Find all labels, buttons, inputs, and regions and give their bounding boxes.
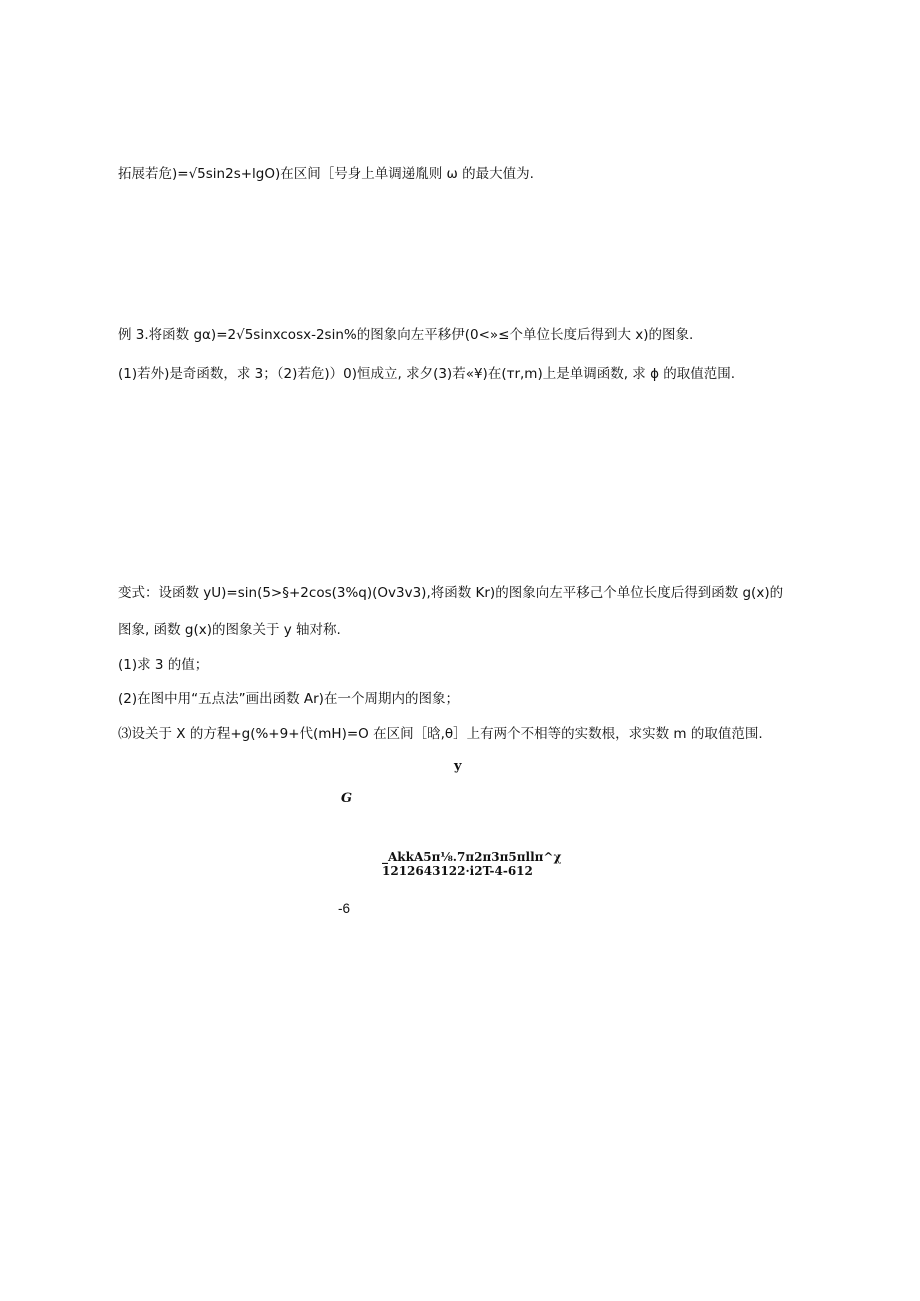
figure-x-tick-labels-top: _AkkA5π⅛.7π2π3π5πllπ^χ	[382, 850, 562, 864]
figure-x-tick-labels-bottom: 1212643122·i2T-4-612	[382, 864, 533, 878]
figure-negative-label: -6	[338, 901, 351, 916]
variation-question2: (2)在图中用“五点法”画出函数 Ar)在一个周期内的图象；	[118, 691, 459, 707]
extension-problem: 拓展若危)=√5sin2s+lgO)在区间［号身上单调递胤则 ω 的最大值为.	[118, 166, 534, 182]
figure-g-label: G	[341, 791, 353, 806]
example3-statement: 例 3.将函数 gα)=2√5sinxcosx-2sin%的图象向左平移伊(0<»≤个单位长度后得到大 x)的图象.	[118, 327, 694, 343]
figure-y-axis-label: y	[454, 759, 462, 774]
variation-line2: 图象, 函数 g(x)的图象关于 y 轴对称.	[118, 622, 341, 638]
variation-question3: ⑶设关于 X 的方程+g(%+9+代(mH)=O 在区间［晗,θ］上有两个不相等的实数根，求实数 m 的取值范围.	[118, 726, 763, 742]
variation-question1: (1)求 3 的值；	[118, 657, 209, 673]
example3-parts: (1)若外)是奇函数，求 3；（2)若危)）0)恒成立, 求夕(3)若«¥)在(тr,m)上是单调函数, 求 ϕ 的取值范围.	[118, 366, 736, 382]
variation-line1: 变式：设函数 yU)=sin(5>§+2cos(3%q)(Ov3v3),将函数 Kr)的图象向左平移己个单位长度后得到函数 g(x)的	[118, 585, 784, 601]
